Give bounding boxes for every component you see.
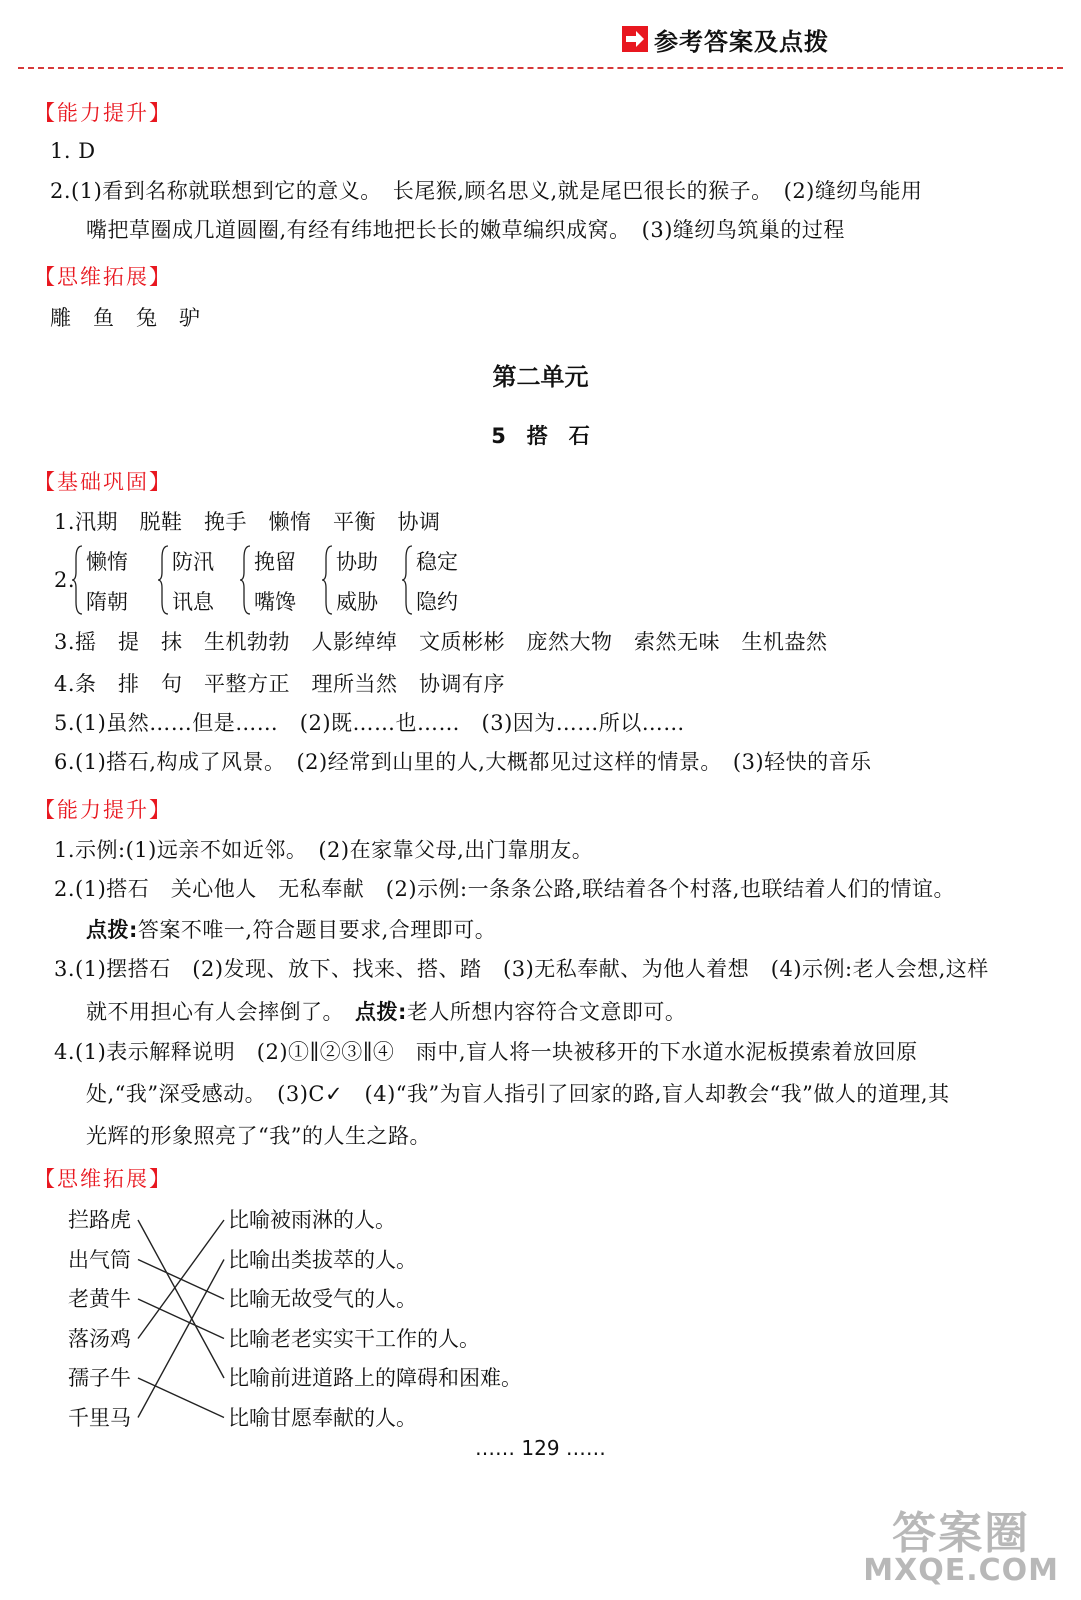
section-tag-thinking: 【思维拓展】 [34, 265, 172, 289]
section-tag-basics: 【基础巩固】 [34, 470, 172, 494]
watermark-logo [863, 1508, 1059, 1588]
answer-line: 5.(1)虽然……但是…… (2)既……也…… (3)因为……所以…… [54, 711, 685, 735]
watermark-text: 答案圈 [892, 1508, 1031, 1559]
page-number: …… 129 …… [475, 1436, 606, 1460]
section-tag-thinking: 【思维拓展】 [34, 1167, 172, 1191]
section-tag-ability: 【能力提升】 [34, 798, 172, 822]
answer-line: 6.(1)搭石,构成了风景。 (2)经常到山里的人,大概都见过这样的情景。 (3)轻快的音乐 [54, 750, 872, 774]
match-line [138, 1378, 224, 1418]
pair-word: 协助 [336, 550, 378, 574]
unit-title: 第二单元 [492, 363, 589, 391]
answer-line: 4.条 排 句 平整方正 理所当然 协调有序 [54, 672, 506, 696]
watermark-url: MXQE.COM [863, 1553, 1059, 1588]
answer-text: 就不用担心有人会摔倒了。 [86, 1000, 355, 1024]
match-line [138, 1260, 224, 1418]
match-term: 拦路虎 [68, 1208, 131, 1232]
pair-word: 挽留 [254, 550, 296, 574]
answer-line: 1.示例:(1)远亲不如近邻。 (2)在家靠父母,出门靠朋友。 [54, 838, 594, 862]
match-term: 老黄牛 [68, 1287, 131, 1311]
match-term: 千里马 [68, 1405, 131, 1430]
section-tag-ability: 【能力提升】 [34, 101, 172, 125]
pair-word: 稳定 [416, 550, 458, 574]
answer-line: 1.汛期 脱鞋 挽手 懒惰 平衡 协调 [54, 510, 441, 534]
note-label: 点拨: [86, 918, 138, 942]
answer-line: 2.(1)搭石 关心他人 无私奉献 (2)示例:一条条公路,联结着各个村落,也联结着人们的情谊。 [54, 877, 955, 901]
answer-line: 4.(1)表示解释说明 (2)①∥②③∥④ 雨中,盲人将一块被移开的下水道水泥板摸索着放回原 [54, 1040, 918, 1064]
answer-line: 3.摇 提 抹 生机勃勃 人影绰绰 文质彬彬 庞然大物 索然无味 生机盎然 [54, 630, 828, 654]
answer-line: 处,“我”深受感动。 (3)C✓ (4)“我”为盲人指引了回家的路,盲人却教会“我”做人的道理,其 [86, 1082, 950, 1106]
pair-word: 嘴馋 [254, 590, 296, 614]
match-line [138, 1220, 224, 1339]
answer-line: 光辉的形象照亮了“我”的人生之路。 [86, 1124, 431, 1148]
match-term: 孺子牛 [68, 1366, 131, 1390]
match-term: 落汤鸡 [68, 1326, 131, 1351]
match-definition: 比喻被雨淋的人。 [228, 1208, 396, 1232]
question-number: 2. [54, 568, 76, 592]
match-line [138, 1299, 224, 1339]
note-label: 点拨: [355, 1000, 407, 1024]
pair-word: 威胁 [336, 590, 378, 614]
pair-word: 懒惰 [86, 550, 128, 574]
header-title: 参考答案及点拨 [654, 27, 829, 56]
pair-word: 防汛 [172, 550, 214, 574]
pair-word: 讯息 [172, 590, 214, 614]
answer-line: 嘴把草圈成几道圆圈,有经有纬地把长长的嫩草编织成窝。 (3)缝纫鸟筑巢的过程 [86, 218, 845, 242]
match-definition: 比喻出类拔萃的人。 [228, 1247, 417, 1272]
answer-line: 1. D [50, 139, 96, 163]
match-line [138, 1220, 224, 1378]
answer-line: 雕 鱼 兔 驴 [50, 306, 201, 330]
note-text: 答案不唯一,符合题目要求,合理即可。 [137, 918, 497, 942]
note-text: 老人所想内容符合文意即可。 [406, 1000, 687, 1024]
match-definition: 比喻甘愿奉献的人。 [228, 1405, 417, 1430]
pair-word: 隐约 [416, 590, 458, 614]
answer-line: 3.(1)摆搭石 (2)发现、放下、找来、搭、踏 (3)无私奉献、为他人着想 (4)示例:老人会想,这样 [54, 957, 989, 981]
match-definition: 比喻老老实实干工作的人。 [228, 1326, 480, 1351]
answer-line: 2.(1)看到名称就联想到它的意义。 长尾猴,顾名思义,就是尾巴很长的猴子。 (2)缝纫鸟能用 [50, 179, 923, 203]
lesson-title: 5 搭 石 [491, 424, 590, 448]
match-term: 出气筒 [68, 1247, 131, 1272]
pair-word: 隋朝 [86, 590, 128, 614]
match-definition: 比喻无故受气的人。 [228, 1287, 417, 1311]
match-definition: 比喻前进道路上的障碍和困难。 [228, 1366, 522, 1390]
